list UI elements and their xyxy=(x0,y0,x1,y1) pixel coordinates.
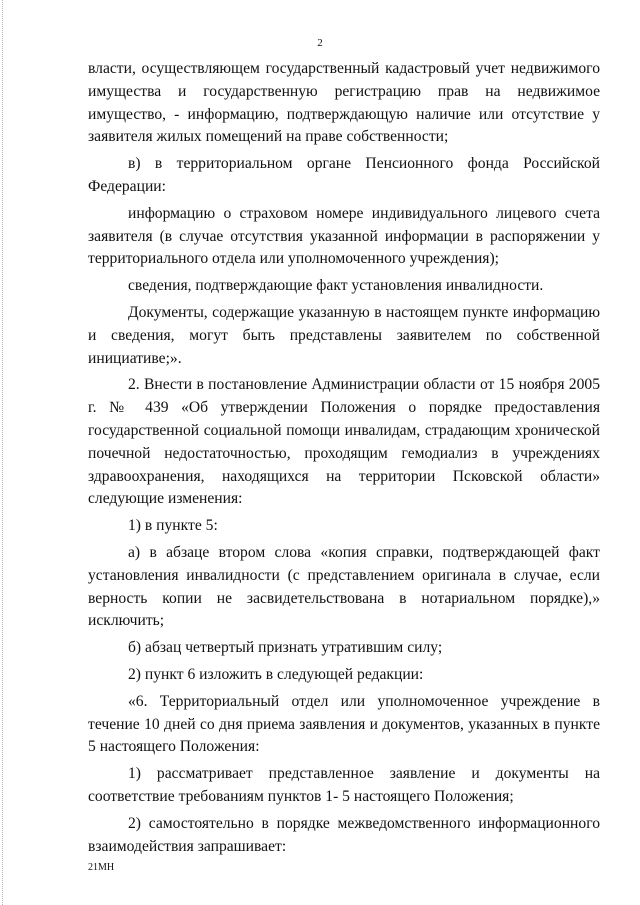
paragraph-5: Документы, содержащие указанную в настоящем пункте информацию и сведения, могут быть представлены заявителем по собственной инициативе;». xyxy=(88,303,600,367)
paragraph-13: 2) самостоятельно в порядке межведомственного информационного взаимодействия запрашивает: xyxy=(88,814,600,855)
paragraph-2: в) в территориальном органе Пенсионного фонда Российской Федерации: xyxy=(88,155,600,195)
paragraph-1: власти, осуществляющем государственный кадастровый учет недвижимого имущества и государственную регистрацию прав на недвижимое имущество, - информацию, подтверждающую наличие или отсутствие у заявителя жилых помещений на праве собственности; xyxy=(88,60,600,146)
paragraph-12: 1) рассматривает представленное заявление и документы на соответствие требованиям пунктов 1- 5 настоящего Положения; xyxy=(88,765,600,805)
page-number: 2 xyxy=(317,37,323,49)
paragraph-9: б) абзац четвертый признать утратившим силу; xyxy=(128,639,443,657)
paragraph-10: 2) пункт 6 изложить в следующей редакции: xyxy=(128,665,424,683)
scan-edge-line xyxy=(2,0,4,905)
paragraph-11: «6. Территориальный отдел или уполномоченное учреждение в течение 10 дней со дня приема заявления и документов, указанных в пункте 5 настоящего Положения: xyxy=(88,692,600,756)
document-body xyxy=(88,58,600,858)
paragraph-7: 1) в пункте 5: xyxy=(128,517,218,535)
paragraph-4: сведения, подтверждающие факт установления инвалидности. xyxy=(128,277,544,295)
paragraph-8: а) в абзаце втором слова «копия справки, подтверждающей факт установления инвалидности (с представлением оригинала в случае, если верность копии не засвидетельствована в нотариальном порядке),» исключить; xyxy=(88,543,600,630)
footer-document-code: 21МН xyxy=(88,862,115,873)
paragraph-3: информацию о страховом номере индивидуального лицевого счета заявителя (в случае отсутствия указанной информации в распоряжении у территориального отдела или уполномоченного учреждения); xyxy=(88,204,600,268)
paragraph-6: 2. Внести в постановление Администрации области от 15 ноября 2005 г. № 439 «Об утверждении Положения о порядке предоставления государственной социальной помощи инвалидам, страдающим хронической почечной недостаточностью, проходящим гемодиализ в учреждениях здравоохранения, находящихся на территории Псковской области» следующие изменения: xyxy=(88,376,600,508)
